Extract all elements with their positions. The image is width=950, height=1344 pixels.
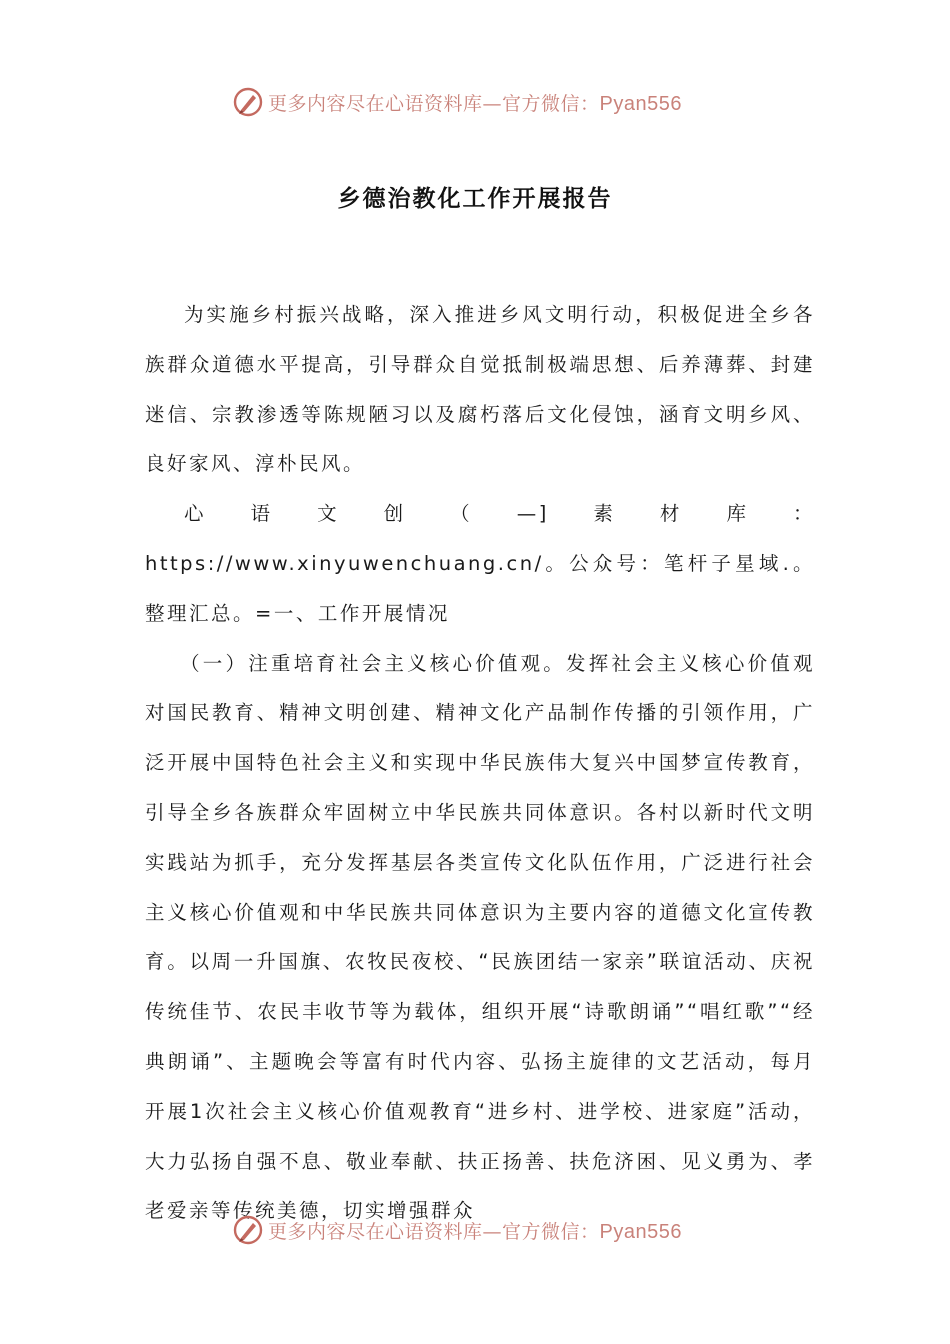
pen-logo-icon bbox=[232, 86, 264, 118]
watermark-handle: Pyan556 bbox=[599, 92, 682, 115]
footer-watermark-banner bbox=[232, 1212, 682, 1248]
paragraph-source-note: 心语文创（—]素材库：https://www.xinyuwenchuang.cn/。公众号：笔杆子星域.。整理汇总。=一、工作开展情况 bbox=[145, 502, 815, 625]
document-title: 乡德治教化工作开展报告 bbox=[337, 186, 613, 212]
watermark-text: 更多内容尽在心语资料库—官方微信：Pyan556 bbox=[268, 92, 682, 115]
paragraph-intro: 为实施乡村振兴战略，深入推进乡风文明行动，积极促进全乡各族群众道德水平提高，引导群众自觉抵制极端思想、后养薄葬、封建迷信、宗教渗透等陈规陋习以及腐朽落后文化侵蚀，涵育文明乡风、良好家风、淳朴民风。 bbox=[145, 303, 815, 476]
paragraph-section-one: （一）注重培育社会主义核心价值观。发挥社会主义核心价值观对国民教育、精神文明创建、精神文化产品制作传播的引领作用，广泛开展中国特色社会主义和实现中华民族伟大复兴中国梦宣传教育，引导全乡各族群众牢固树立中华民族共同体意识。各村以新时代文明实践站为抓手，充分发挥基层各类宣传文化队伍作用，广泛进行社会主义核心价值观和中华民族共同体意识为主要内容的道德文化宣传教育。以周一升国旗、农牧民夜校、“民族团结一家亲”联谊活动、庆祝传统佳节、农民丰收节等为载体，组织开展“诗歌朗诵”“唱红歌”“经典朗诵”、主题晚会等富有时代内容、弘扬主旋律的文艺活动，每月开展1次社会主义核心价值观教育“进乡村、进学校、进家庭”活动，大力弘扬自强不息、敬业奉献、扶正扬善、扶危济困、见义勇为、孝老爱亲等传统美德，切实增强群众 bbox=[145, 651, 815, 1223]
header-watermark-banner bbox=[232, 84, 682, 120]
pen-logo-icon bbox=[232, 1214, 264, 1246]
watermark-handle: Pyan556 bbox=[599, 1220, 682, 1243]
watermark-text: 更多内容尽在心语资料库—官方微信：Pyan556 bbox=[268, 1220, 682, 1243]
document-body bbox=[145, 290, 815, 1236]
